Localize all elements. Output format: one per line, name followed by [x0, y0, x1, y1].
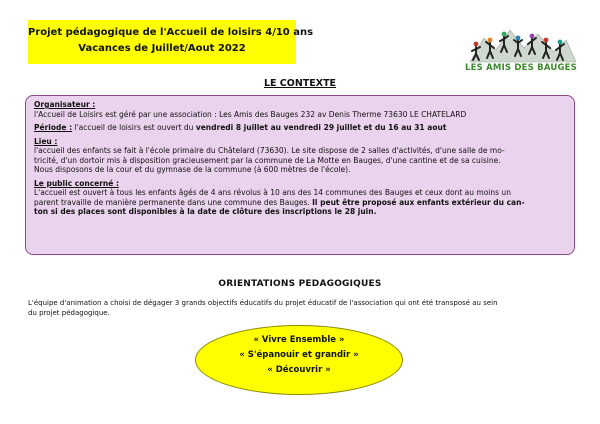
public-label: Le public concerné : [34, 178, 119, 188]
public-line2-normal: parent travaille de manière permanente dans une commune des Bauges. [34, 197, 313, 207]
section-heading-orientations: ORIENTATIONS PEDAGOGIQUES [218, 279, 382, 289]
lieu-label: Lieu : [34, 136, 58, 146]
public-line2-bold: Il peut être proposé aux enfants extérieur du can- [312, 197, 525, 207]
section-public [34, 179, 566, 217]
orientations-line: du projet pédagogique. [28, 309, 110, 317]
periode-label: Période : [34, 123, 73, 132]
section-organisateur [34, 100, 566, 119]
lieu-line: tricité, d'un dortoir mis à disposition gracieusement par la commune de La Motte en Bauges, d'une cantine et de sa cuisine. [34, 155, 501, 165]
public-line: L'accueil est ouvert à tous les enfants âgés de 4 ans révolus à 10 ans des 14 communes des Bauges et ceux dont au moins un [34, 188, 511, 197]
context-box [25, 95, 575, 255]
organisateur-label: Organisateur : [34, 100, 96, 109]
logo-text: LES AMIS DES BAUGES [465, 63, 577, 73]
periode-text: l'accueil de loisirs est ouvert du [72, 123, 196, 132]
lieu-line: Nous disposons de la cour et du gymnase de la commune (à 600 mètres de l'école). [34, 165, 351, 174]
orientations-line: L'équipe d'animation a choisi de dégager 3 grands objectifs éducatifs du projet éducatif de l'association qui ont été transposé au sein [28, 299, 498, 307]
organisateur-text: l'Accueil de Loisirs est géré par une association : Les Amis des Bauges 232 av Denis Therme 73630 LE CHATELARD [34, 109, 467, 119]
document-title: Projet pédagogique de l'Accueil de loisirs 4/10 ans [28, 27, 314, 38]
document-subtitle: Vacances de Juillet/Aout 2022 [78, 43, 246, 54]
section-heading-contexte: LE CONTEXTE [263, 78, 337, 89]
orientations-text [28, 298, 583, 318]
periode-dates: vendredi 8 juillet au vendredi 29 juillet et du 16 au 31 aout [195, 123, 447, 132]
section-lieu [34, 137, 566, 175]
section-periode [34, 123, 566, 133]
objectives-ellipse [195, 325, 403, 395]
objective-decouvrir: « Découvrir » [267, 365, 331, 375]
association-logo [462, 20, 580, 80]
objective-s-epanouir: « S'épanouir et grandir » [239, 350, 359, 360]
lieu-line: l'accueil des enfants se fait à l'école primaire du Châtelard (73630). Le site dispose de 2 salles d'activités, d'une salle de mo- [34, 146, 505, 155]
public-line [34, 198, 566, 208]
title-banner [28, 20, 314, 64]
public-line3-bold: ton si des places sont disponibles à la date de clôture des inscriptions le 28 juin. [34, 207, 377, 216]
objective-vivre-ensemble: « Vivre Ensemble » [253, 335, 345, 345]
logo-figures-icon [462, 20, 580, 64]
